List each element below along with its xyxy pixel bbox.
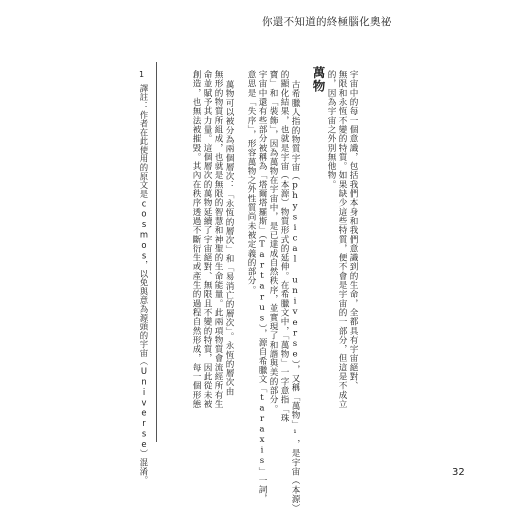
body-column-5: 的顯化結果，也就是宇宙（本源）物質形式的延伸。在希臘文中，「萬物」一字意指「珠: [279, 70, 289, 423]
section-heading: 萬物: [311, 66, 326, 93]
footnote-number: 1: [139, 70, 145, 79]
footnote-text: 譯註：作者在此使用的原文是cosmos，以免與意為源頭的宇宙（Universe）混淆。: [139, 84, 149, 485]
body-column-11: 命並賦予其力量。這個層次的萬物延續了宇宙絕對、無限且不變的特質，因此從未被: [202, 70, 212, 409]
body-column-1: 宇宙中的每一個意識，包括我們本身和我們意識到的生命，全都具有宇宙絕對、: [348, 70, 358, 391]
body-column-10: 無形的物質所組成，也就是無限的智慧和神聖的生命能量。此兩項物質會流經所有生: [213, 70, 223, 409]
body-column-12: 創造，也無法被摧毀。其內在秩序透過不斷衍生或產生的過程自然形成，每一個形態: [191, 70, 201, 409]
running-title: 你還不知道的終極腦化奧祕: [262, 16, 392, 28]
body-column-4: 古希臘人指的物質宇宙（physical universe），又稱「萬物」¹，是宇宙（本源）: [290, 80, 300, 513]
body-column-2: 無限和永恆不變的特質。如果缺少這些特質，便不會是宇宙的一部分，但這是不成立: [337, 70, 347, 409]
body-column-9: 萬物可以被分為兩個層次：「永恆的層次」和「易消亡的層次」。永恆的層次由: [224, 80, 234, 396]
page-number: 32: [452, 467, 465, 478]
body-column-8: 意思是「失序」，形容萬物之外性質尚未被定義的部分。: [246, 70, 256, 295]
body-column-7: 宇宙中還有些部分被稱為「塔爾塔羅斯」（Tartarus），源自希臘文「taraxis」一詞，: [257, 70, 267, 504]
footnote-divider: [156, 62, 157, 442]
body-column-6: 寶」和「裝飾」，因為萬物在宇宙中，是已達成自然秩序，並實現了和諧與美的部分。: [268, 70, 278, 414]
body-column-3: 的，因為宇宙之外別無他物。: [326, 70, 336, 189]
